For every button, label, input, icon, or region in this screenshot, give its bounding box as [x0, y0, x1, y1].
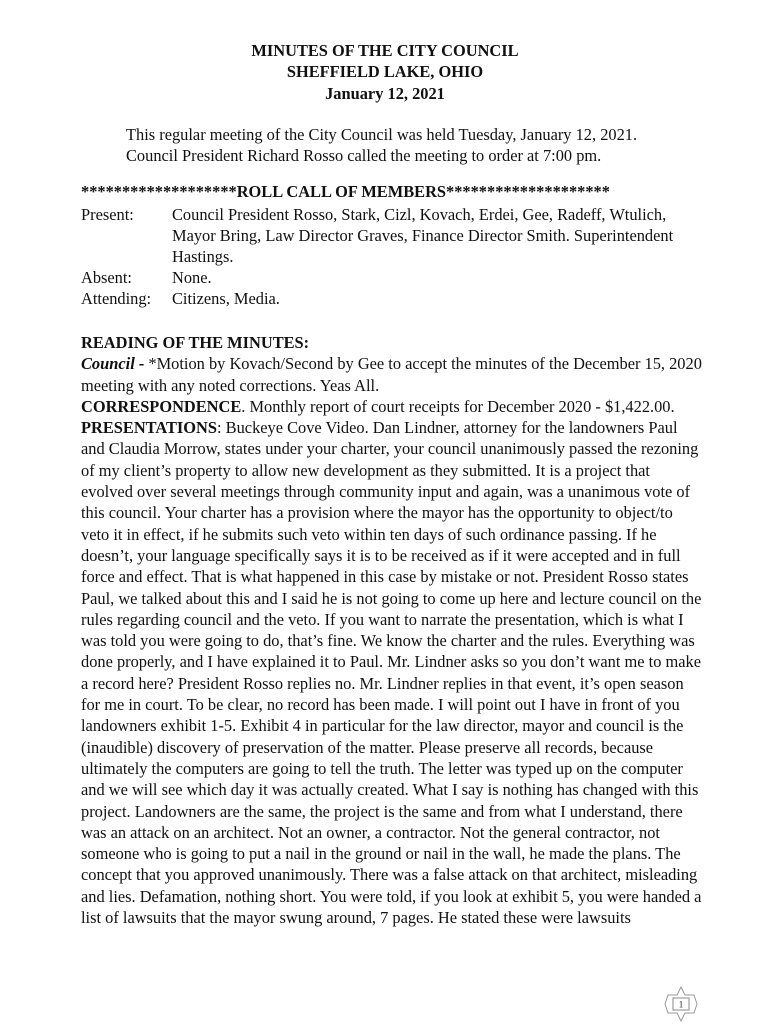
page-number-badge — [661, 986, 701, 1022]
roll-call-value: Council President Rosso, Stark, Cizl, Kovach, Erdei, Gee, Radeff, Wtulich, Mayor Bring, Law Director Graves, Finance Director Smith. Superintendent Hastings. — [172, 205, 674, 266]
roll-call-label: Attending: — [81, 289, 152, 308]
presentations-paragraph — [81, 417, 704, 928]
roll-call-heading: *******************ROLL CALL OF MEMBERS******************** — [81, 182, 610, 201]
minutes-body — [81, 332, 704, 928]
minutes-motion-text: *Motion by Kovach/Second by Gee to accept the minutes of the December 15, 2020 meeting with any noted corrections. Yeas All. — [81, 354, 702, 395]
roll-call-row-absent — [81, 267, 701, 288]
document-title: MINUTES OF THE CITY COUNCIL — [251, 41, 519, 60]
intro-line-2: Council President Richard Rosso called the meeting to order at 7:00 pm. — [126, 146, 602, 165]
document-date: January 12, 2021 — [325, 84, 445, 103]
roll-call-value: Citizens, Media. — [172, 289, 280, 308]
reading-of-minutes-heading: READING OF THE MINUTES: — [81, 333, 310, 352]
minutes-motion-paragraph — [81, 353, 704, 396]
roll-call-row-attending — [81, 288, 701, 309]
document-city: SHEFFIELD LAKE, OHIO — [286, 62, 484, 81]
page-number: 1 — [678, 999, 684, 1010]
intro-line-1: This regular meeting of the City Council was held Tuesday, January 12, 2021. — [126, 125, 638, 144]
roll-call-row-present — [81, 204, 701, 267]
presentations-text: : Buckeye Cove Video. Dan Lindner, attorney for the landowners Paul and Claudia Morrow, states under your charter, your council unanimously passed the rezoning of my client’s property to allow new development as they submitted. It is a project that evolved over several meetings through community input and again, was a unanimous vote of this council. Your charter has a provision where the mayor has the opportunity to object/to veto it in effect, if he submits such veto within ten days of such ordinance passing. If he doesn’t, your language specifically says it is to be received as if it were accepted and in full force and effect. That is what happened in this case by mistake or not. President Rosso states Paul, we talked about this and I said he is not going to come up here and lecture council on the rules regarding council and the veto. If you want to narrate the presentation, which is what I was told you were going to do, that’s fine. We know the charter and the rules. Everything was done properly, and I have explained it to Paul. Mr. Lindner asks so you don’t want me to make a record here? President Rosso replies no. Mr. Lindner replies in that event, it’s open season for me in court. To be clear, no record has been made. I will point out I have in front of you landowners exhibit 1-5. Exhibit 4 in particular for the law director, mayor and council is the (inaudible) discovery of preservation of the matter. Please preserve all records, because ultimately the computers are going to tell the truth. The letter was typed up on the computer and we will see which day it was actually created. What I say is nothing has changed with this project. Landowners are the same, the project is the same and from what I understand, there was an attack on an architect. Not an owner, a contractor. Not the general contractor, not someone who is going to put a nail in the ground or nail in the wall, he made the plans. The concept that you approved unanimously. There was a false attack on that architect, misleading and lies. Defamation, nothing short. You were told, if you look at exhibit 5, you were handed a list of lawsuits that the mayor swung around, 7 pages. He stated these were lawsuits — [81, 418, 702, 928]
council-label: Council - — [81, 354, 149, 374]
correspondence-heading: CORRESPONDENCE — [81, 396, 242, 416]
roll-call-label: Absent: — [81, 268, 132, 287]
correspondence-text: . Monthly report of court receipts for December 2020 - $1,422.00. — [241, 396, 675, 416]
presentations-heading: PRESENTATIONS — [81, 418, 218, 438]
roll-call-value: None. — [172, 268, 212, 287]
roll-call-label: Present: — [81, 205, 134, 224]
roll-call-table — [81, 204, 701, 309]
correspondence-paragraph — [81, 396, 704, 417]
